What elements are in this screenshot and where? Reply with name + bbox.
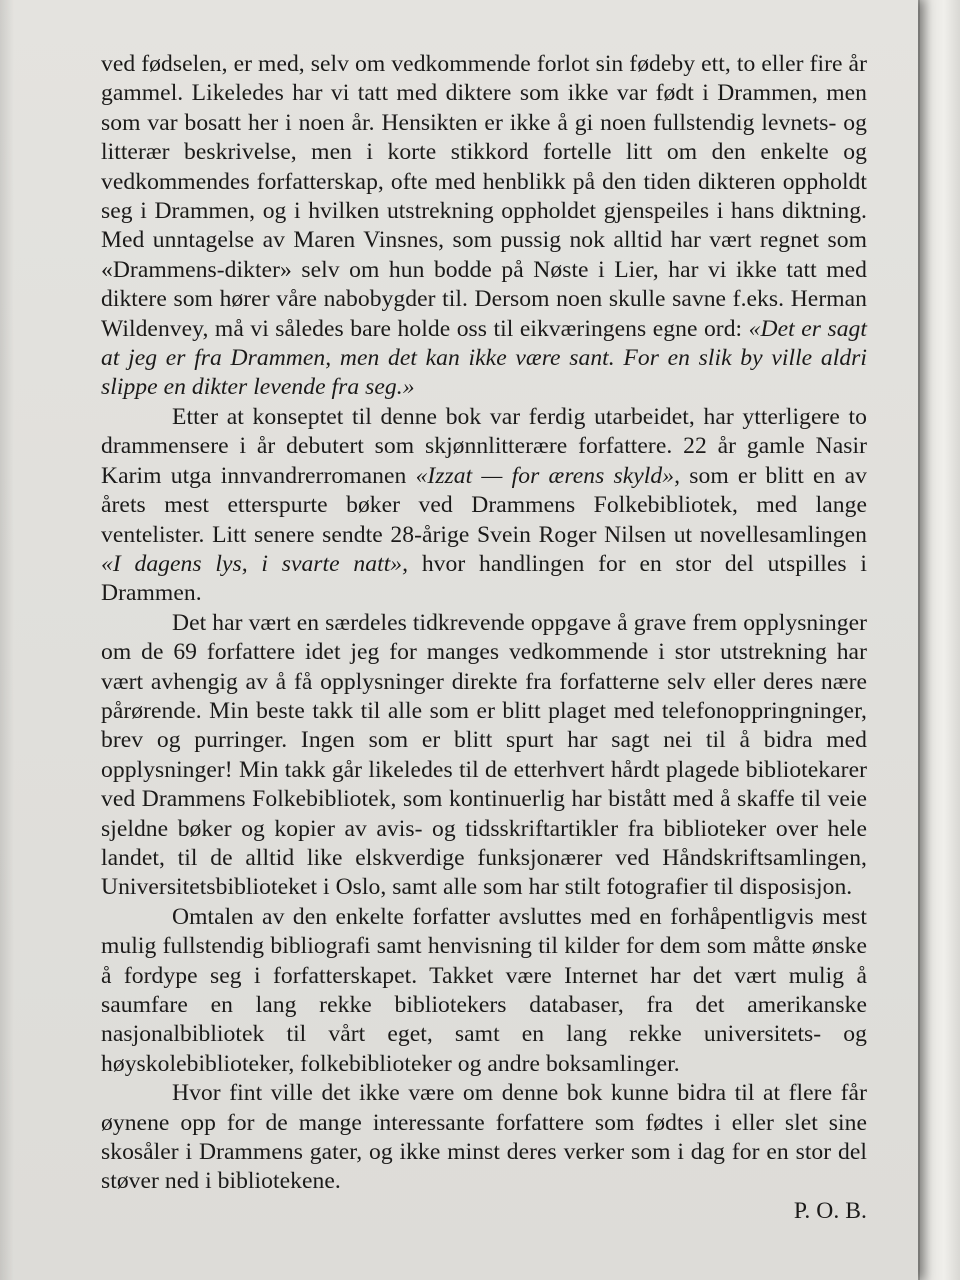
signature: P. O. B. xyxy=(793,1197,867,1224)
paragraph-3-text: Det har vært en særdeles tidkrevende oppgave å grave frem opplysninger om de 69 forfattere idet jeg for manges vedkommende i stor utstrekning har vært avhengig av å få opplysninger direkte fra forfatterne selv eller deres nære pårørende. Min beste takk til alle som er blitt plaget med telefonoppringninger, brev og purringer. Ingen som er blitt spurt har sagt nei til å bidra med opplysninger! Min takk går likeledes til de etterhvert hårdt plagede bibliotekarer ved Drammens Folkebibliotek, som kontinuerlig har bistått med å skaffe til veie sjeldne bøker og kopier av avis- og tidsskriftartikler fra biblioteker over hele landet, til de alltid like elskverdige funksjonærer ved Håndskriftsamlingen, Universitetsbiblioteket i Oslo, samt alle som har stilt fotografier til disposisjon. xyxy=(101,609,867,901)
paragraph-2-text-a: Etter at konseptet til denne bok var ferdig utarbeidet, har ytterligere to drammensere i år debutert som skjønnlitterære forfattere. 22 år gamle Nasir Karim utga innvandrerromanen xyxy=(101,403,867,489)
paragraph-1 xyxy=(101,50,867,403)
page-body-text xyxy=(101,50,867,1226)
book-title-izzat: «Izzat — for ærens skyld», xyxy=(415,462,681,489)
paragraph-1-text: ved fødselen, er med, selv om vedkommende forlot sin fødeby ett, to eller fire år gammel. Likeledes har vi tatt med diktere som ikke var født i Drammen, men som var bosatt her i noen år. Hensikten er ikke å gi noen fullstendig levnets- og litterær beskrivelse, men i korte stikkord fortelle litt om den enkelte og vedkommendes forfatterskap, ofte med henblikk på den tiden dikteren oppholdt seg i Drammen, og i hvilken utstrekning oppholdet gjenspeiles i hans diktning. Med unntagelse av Maren Vinsnes, som pussig nok alltid har vært regnet som «Drammens-dikter» selv om hun bodde på Nøste i Lier, har vi ikke tatt med diktere som hører våre nabobygder til. Dersom noen skulle savne f.eks. Herman Wildenvey, må vi således bare holde oss til eikværingens egne ord: xyxy=(101,51,867,342)
wildenvey-quote: «Det er sagt at jeg er fra Drammen, men det kan ikke være sant. For en slik by ville aldri slippe en dikter levende fra seg.» xyxy=(101,315,868,401)
book-title-i-dagens-lys: «I dagens lys, i svarte natt», xyxy=(101,550,409,577)
paragraph-2-text-b: som er blitt en av årets mest etterspurte bøker ved Drammens Folkebibliotek, med lange ventelister. Litt senere sendte 28-årige Svein Roger Nilsen ut novellesamlingen xyxy=(101,462,867,548)
paragraph-2 xyxy=(101,403,867,609)
paragraph-3 xyxy=(101,609,867,903)
paragraph-5 xyxy=(101,1079,867,1197)
paragraph-4 xyxy=(101,903,867,1079)
paragraph-2-text-c: hvor handlingen for en stor del utspilles i Drammen. xyxy=(101,550,867,607)
paragraph-5-text: Hvor fint ville det ikke være om denne bok kunne bidra til at flere får øynene opp for de mange interessante forfattere som fødtes i eller slet sine skosåler i Drammens gater, og ikke minst deres verker som i dag for en stor del støver ned i bibliotekene. xyxy=(101,1080,867,1195)
page-gutter-shadow xyxy=(0,0,14,1280)
next-page-edge xyxy=(920,0,960,1280)
paragraph-4-text: Omtalen av den enkelte forfatter avsluttes med en forhåpentligvis mest mulig fullstendig bibliografi samt henvisning til kilder for dem som måtte ønske å fordype seg i forfatterskapet. Takket være Internet har det vært mulig å saumfare en lang rekke bibliotekers databaser, fra det amerikanske nasjonalbibliotek til vårt eget, samt en lang rekke universitets- og høyskolebiblioteker, folkebiblioteker og andre boksamlinger. xyxy=(101,903,867,1077)
